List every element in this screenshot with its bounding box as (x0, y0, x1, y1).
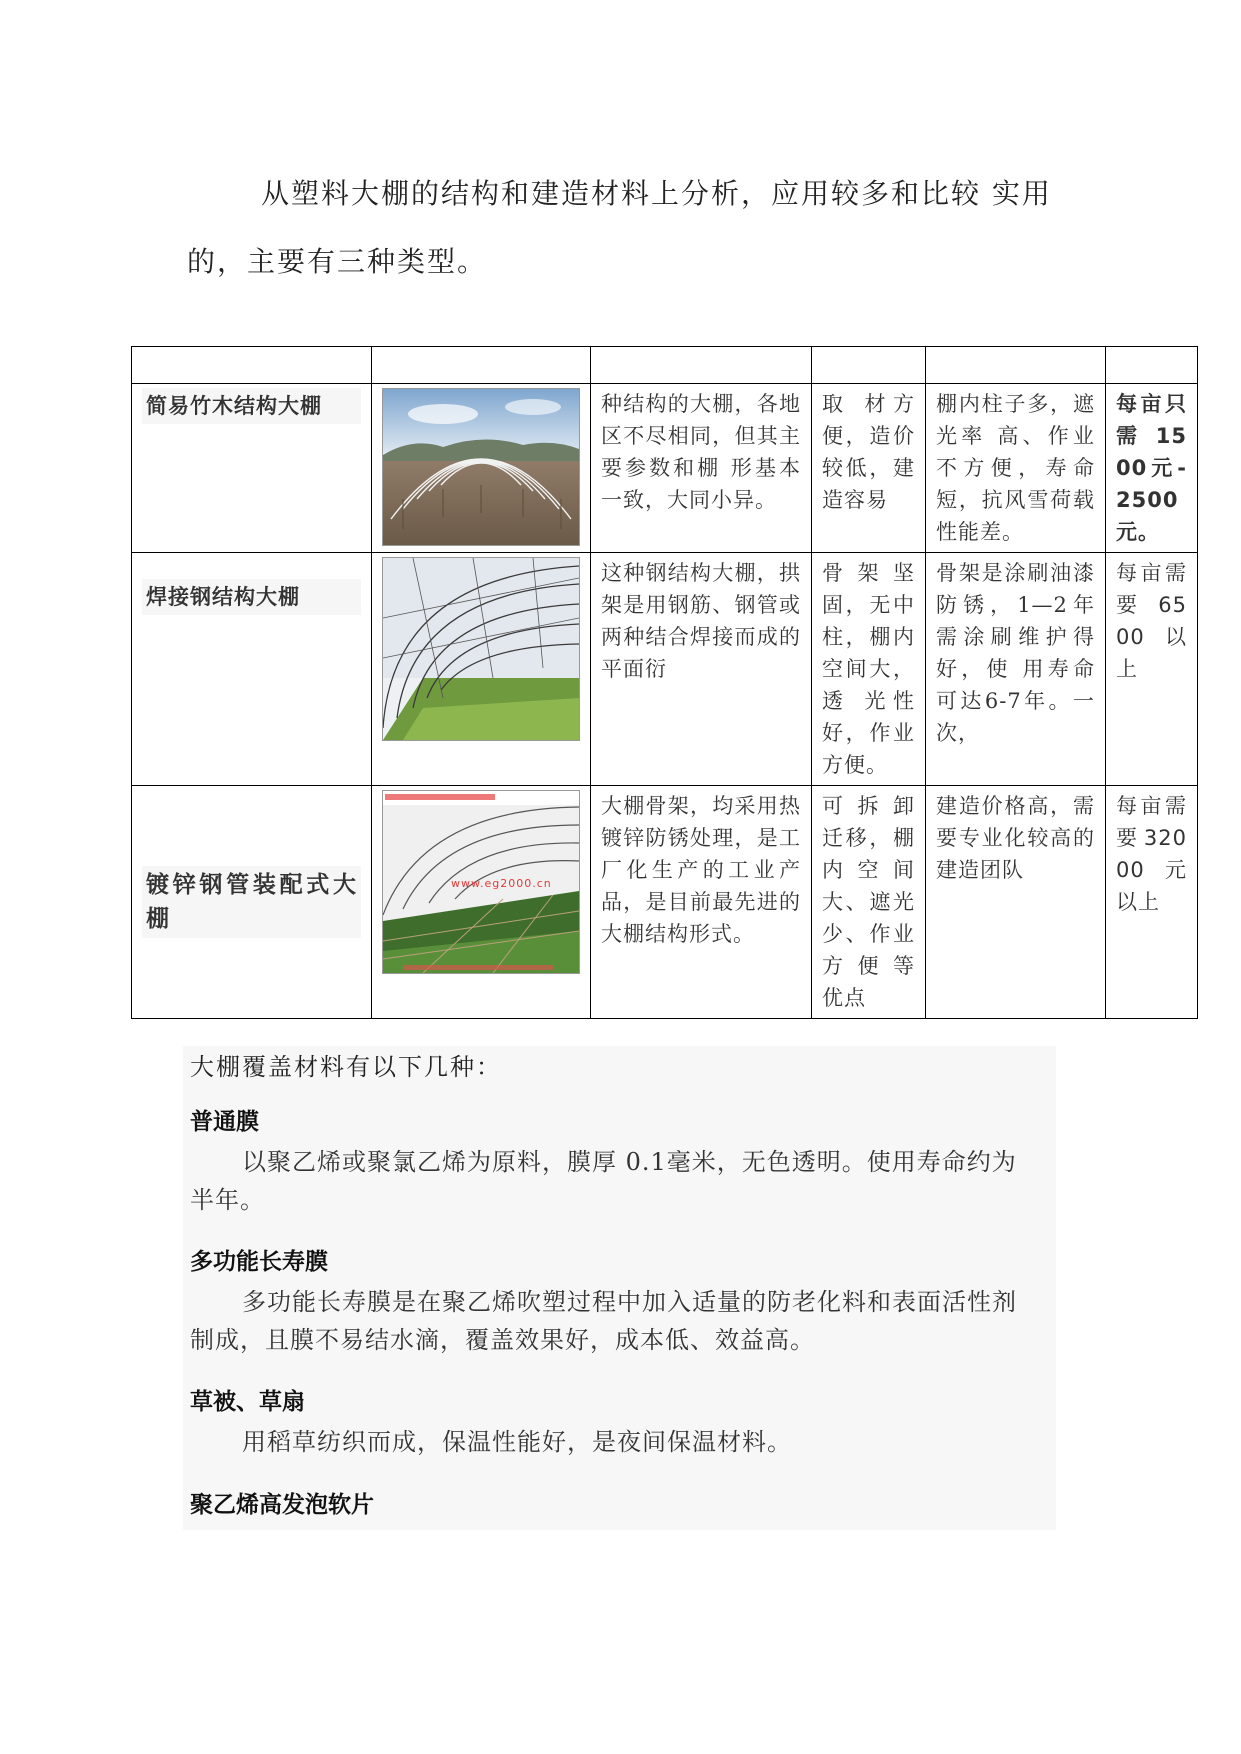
image-cell (372, 553, 591, 786)
type-name-cell (132, 786, 372, 1019)
header-cell (926, 347, 1106, 384)
advantages-cell: 取 材方便，造价较低，建造容易 (812, 384, 926, 553)
welded-steel-greenhouse-photo (382, 557, 580, 741)
type-name: 镀锌钢管装配式大棚 (142, 866, 361, 938)
material-text: 多功能长寿膜是在聚乙烯吹塑过程中加入适量的防老化料和表面活性剂制成，且膜不易结水滴，覆盖效果好，成本低、效益高。 (190, 1288, 1017, 1354)
header-cell (591, 347, 812, 384)
header-cell (812, 347, 926, 384)
intro-paragraph: 从塑料大棚的结构和建造材料上分析，应用较多和比较 实用的，主要有三种类型。 (187, 177, 1052, 278)
galvanized-greenhouse-photo (382, 790, 580, 974)
material-heading: 普通膜 (190, 1109, 259, 1135)
description-cell: 这种钢结构大棚，拱架是用钢筋、钢管或两种结合焊接而成的平面衍 (591, 553, 812, 786)
bamboo-greenhouse-photo (382, 388, 580, 546)
image-cell (372, 786, 591, 1019)
material-text: 用稻草纺织而成，保温性能好，是夜间保温材料。 (242, 1428, 792, 1456)
header-cell (372, 347, 591, 384)
material-heading: 多功能长寿膜 (190, 1249, 328, 1275)
advantages-cell: 可 拆 卸迁移，棚内 空 间大、遮光少、作业方 便 等优点 (812, 786, 926, 1019)
disadvantages-cell: 骨架是涂刷油漆防锈，1—2年需涂刷维护得好，使 用寿命可达6-7年。一次， (926, 553, 1106, 786)
image-cell (372, 384, 591, 553)
type-name-cell (132, 553, 372, 786)
cover-title: 大棚覆盖材料有以下几种： (190, 1053, 502, 1081)
disadvantages-cell: 建造价格高，需要专业化较高的建造团队 (926, 786, 1106, 1019)
table-row (132, 384, 1198, 553)
table-row (132, 553, 1198, 786)
disadvantages-cell: 棚内柱子多，遮光率 高、作业不方便，寿命短，抗风雪荷载性能差。 (926, 384, 1106, 553)
cost-cell: 每亩需要32000元以上 (1106, 786, 1198, 1019)
material-heading: 聚乙烯高发泡软片 (190, 1492, 374, 1518)
material-text: 以聚乙烯或聚氯乙烯为原料，膜厚 0.1毫米，无色透明。使用寿命约为半年。 (190, 1148, 1017, 1214)
table-row (132, 786, 1198, 1019)
advantages-cell: 骨 架 坚固，无中柱，棚内空间大，透 光性好，作业方便。 (812, 553, 926, 786)
material-heading: 草被、草扇 (190, 1389, 305, 1415)
header-cell (132, 347, 372, 384)
cost-cell: 每亩只需 1500元-2500元。 (1106, 384, 1198, 553)
description-cell: 种结构的大棚，各地区不尽相同，但其主要参数和棚 形基本一致，大同小异。 (591, 384, 812, 553)
watermark-text: www.eg2000.cn (451, 877, 552, 890)
type-name: 焊接钢结构大棚 (142, 579, 361, 615)
cost-cell: 每亩需要 6500以上 (1106, 553, 1198, 786)
table-header-row (132, 347, 1198, 384)
type-name: 简易竹木结构大棚 (142, 388, 361, 424)
description-cell: 大棚骨架，均采用热镀锌防锈处理，是工厂化生产的工业产品，是目前最先进的大棚结构形式。 (591, 786, 812, 1019)
type-name-cell (132, 384, 372, 553)
header-cell (1106, 347, 1198, 384)
greenhouse-types-table (131, 346, 1198, 1019)
